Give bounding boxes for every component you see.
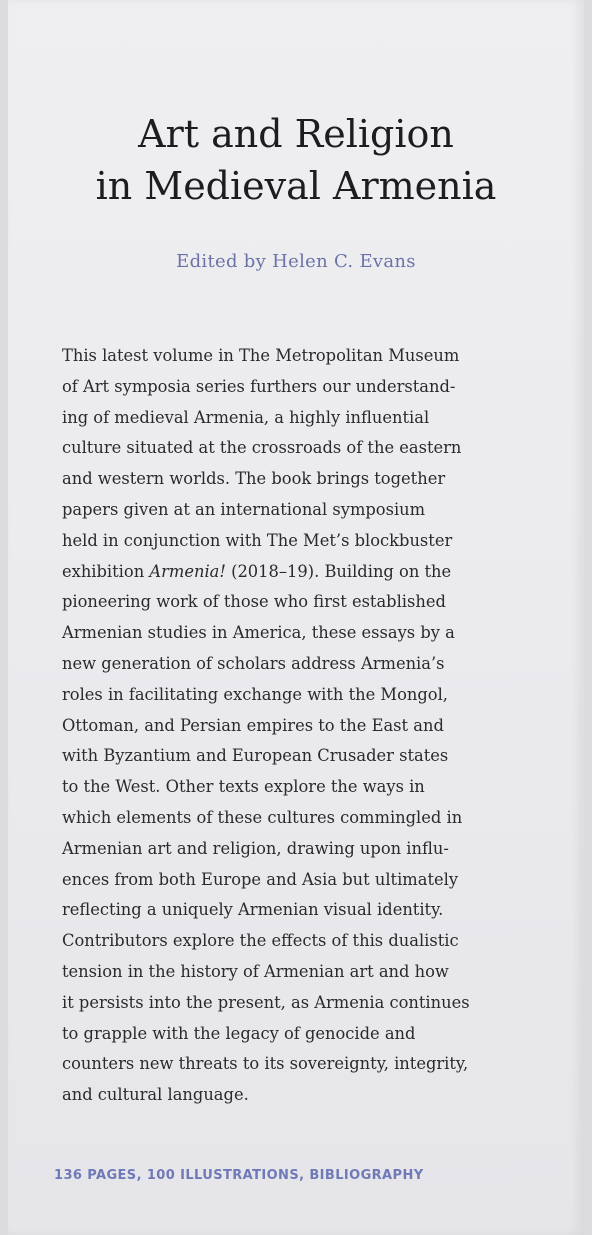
description-line: and cultural language. <box>62 1085 249 1105</box>
description-line: new generation of scholars address Armenia’s <box>62 653 445 673</box>
description-line: roles in facilitating exchange with the Mongol, <box>62 684 448 704</box>
book-title-line-1: Art and Religion <box>138 112 454 156</box>
description-line: ing of medieval Armenia, a highly influential <box>62 407 430 427</box>
editor-credit: Edited by Helen C. Evans <box>176 251 416 272</box>
description-line: culture situated at the crossroads of the eastern <box>62 438 462 458</box>
description-line: which elements of these cultures commingled in <box>62 807 463 827</box>
description-line: pioneering work of those who first established <box>62 592 446 612</box>
description-line: it persists into the present, as Armenia continues <box>62 992 470 1012</box>
description-line: Contributors explore the effects of this dualistic <box>62 931 459 951</box>
description-line: Armenian art and religion, drawing upon influ- <box>62 838 449 858</box>
exhibition-title: Armenia! <box>149 561 226 581</box>
description-line: reflecting a uniquely Armenian visual identity. <box>62 900 444 920</box>
description-line: This latest volume in The Metropolitan Museum <box>62 346 460 365</box>
description-line: tension in the history of Armenian art and how <box>62 961 449 981</box>
description-line: ences from both Europe and Asia but ultimately <box>62 869 459 889</box>
book-title-line-2: in Medieval Armenia <box>95 164 497 208</box>
description-line: Armenian studies in America, these essays by a <box>62 623 455 643</box>
description-line: to the West. Other texts explore the ways in <box>62 777 425 797</box>
book-description <box>62 341 552 1111</box>
description-line: papers given at an international symposium <box>62 499 426 519</box>
description-line: to grapple with the legacy of genocide and <box>62 1023 416 1043</box>
description-line: counters new threats to its sovereignty, integrity, <box>62 1054 469 1074</box>
book-specs-footer: 136 PAGES, 100 ILLUSTRATIONS, BIBLIOGRAPHY <box>54 1168 424 1183</box>
book-title <box>0 108 592 212</box>
description-line: and western worlds. The book brings together <box>62 469 446 489</box>
description-line: held in conjunction with The Met’s blockbuster <box>62 530 453 550</box>
description-line: with Byzantium and European Crusader states <box>62 746 449 766</box>
description-line: Ottoman, and Persian empires to the East and <box>62 715 444 735</box>
description-line: exhibition Armenia! (2018–19). Building on the <box>62 561 452 581</box>
description-line: of Art symposia series furthers our understand- <box>62 376 456 396</box>
